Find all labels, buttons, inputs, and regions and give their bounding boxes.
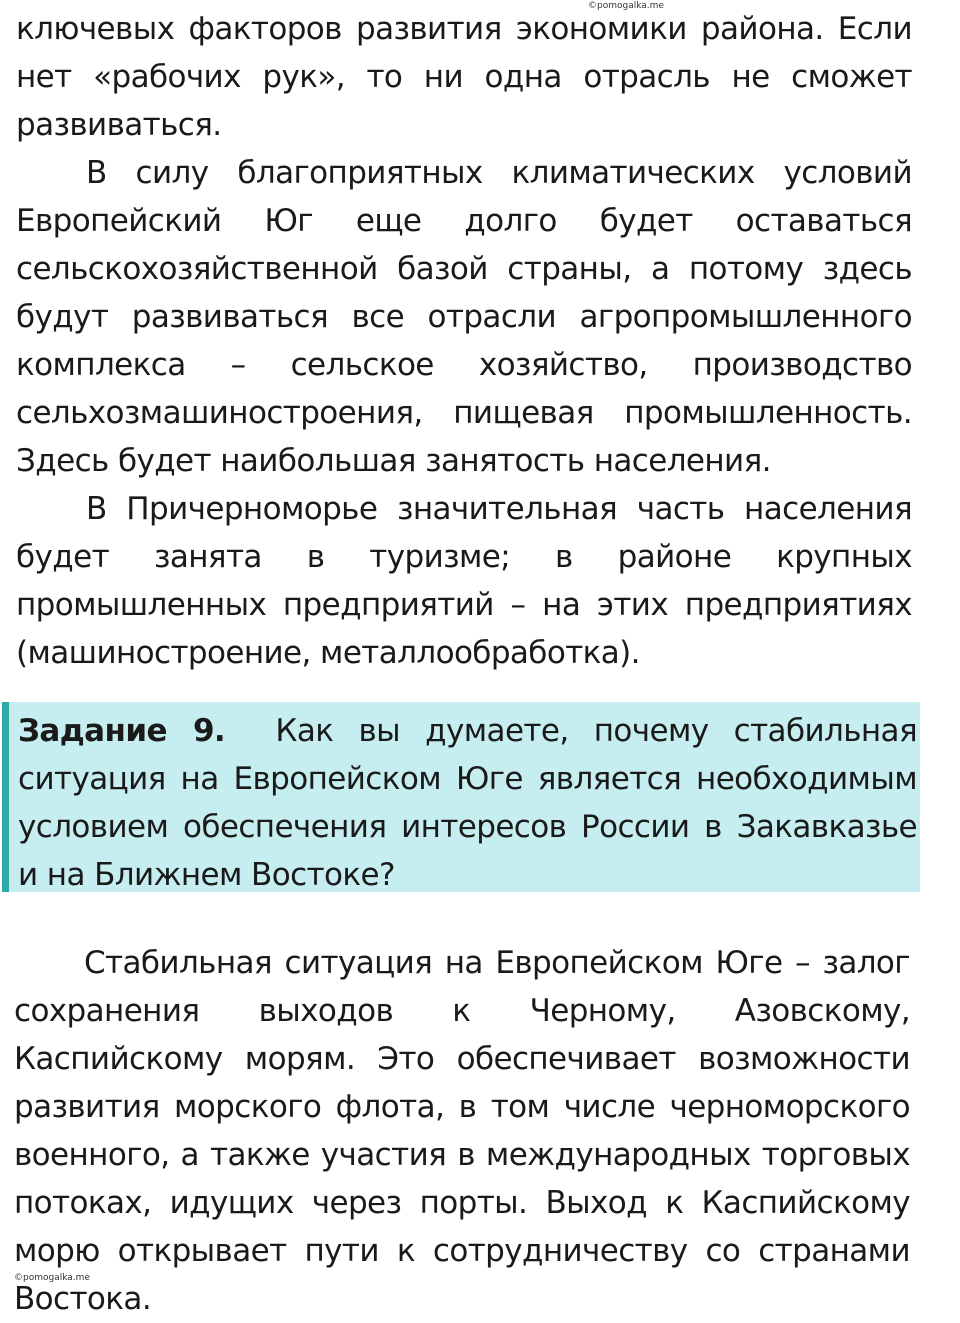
watermark-bottom: ©pomogalka.me xyxy=(14,1273,90,1283)
paragraph-1: ключевых факторов развития экономики района. Если нет «рабочих рук», то ни одна отрасль не сможет развиваться. xyxy=(16,11,912,143)
paragraph-3: В Причерноморье значительная часть населения будет занята в туризме; в районе крупных промышленных предприятий – на этих предприятиях (машиностроение, металлообработка). xyxy=(16,491,912,671)
text-block-top xyxy=(16,5,912,677)
task-label: Задание 9. xyxy=(18,713,226,749)
watermark-top: ©pomogalka.me xyxy=(588,1,664,11)
task-text xyxy=(18,707,917,899)
task-question: Как вы думаете, почему стабильная ситуация на Европейском Юге является необходимым условием обеспечения интересов России в Закавказье и на Ближнем Востоке? xyxy=(18,713,918,893)
task-box xyxy=(2,702,920,892)
answer-paragraph: Стабильная ситуация на Европейском Юге – залог сохранения выходов к Черному, Азовскому, Каспийскому морям. Это обеспечивает возможности развития морского флота, в том числе черноморского военного, а также участия в международных торговых потоках, идущих через порты. Выход к Каспийскому морю открывает пути к сотрудничеству со странами Востока. xyxy=(14,945,910,1317)
paragraph-2: В силу благоприятных климатических условий Европейский Юг еще долго будет оставаться сельскохозяйственной базой страны, а потому здесь будут развиваться все отрасли агропромышленного комплекса – сельское хозяйство, производство сельхозмашиностроения, пищевая промышленность. Здесь будет наибольшая занятость населения. xyxy=(16,155,912,479)
answer-block xyxy=(14,939,910,1323)
